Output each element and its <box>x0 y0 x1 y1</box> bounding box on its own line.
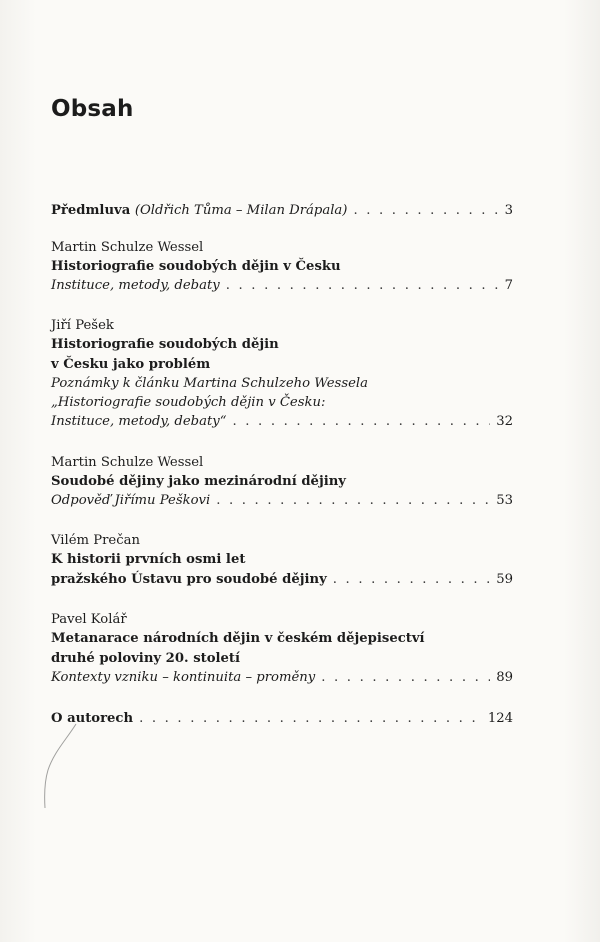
entry-editors: (Oldřich Tůma – Milan Drápala) <box>134 203 348 218</box>
page-number: 32 <box>496 414 513 429</box>
page-number: 3 <box>504 203 513 218</box>
entry-subtitle: Instituce, metody, debaty <box>51 278 220 293</box>
entry-title-line-2[interactable]: druhé poloviny 20. století <box>51 651 241 666</box>
entry-subtitle-line-2: „Historiografie soudobých dějin v Česku: <box>51 395 326 410</box>
entry-author: Pavel Kolář <box>51 612 127 627</box>
entry-author: Martin Schulze Wessel <box>51 455 204 470</box>
toc-entry-title[interactable] <box>51 571 513 589</box>
entry-title: Předmluva <box>51 203 131 218</box>
entry-author: Jiří Pešek <box>51 318 114 333</box>
toc-entry-subtitle[interactable] <box>51 492 513 510</box>
page-number: 89 <box>496 670 513 685</box>
entry-title-line-2[interactable]: v Česku jako problém <box>51 357 211 372</box>
leader-dots <box>333 571 490 589</box>
entry-title-line-1[interactable]: Metanarace národních dějin v českém dějepisectví <box>51 631 425 646</box>
entry-title: O autorech <box>51 711 134 726</box>
toc-entry-subtitle[interactable] <box>51 413 513 431</box>
entry-title[interactable]: Soudobé dějiny jako mezinárodní dějiny <box>51 474 346 489</box>
page-number: 7 <box>504 278 513 293</box>
entry-subtitle-line-3: Instituce, metody, debaty“ <box>51 414 227 429</box>
toc-entry-authors[interactable] <box>51 710 513 728</box>
page-number: 53 <box>496 493 513 508</box>
page-number: 124 <box>487 711 513 726</box>
leader-dots <box>139 710 482 728</box>
leader-dots <box>232 413 490 431</box>
pencil-mark <box>36 722 86 812</box>
entry-subtitle: Kontexty vzniku – kontinuita – proměny <box>51 670 316 685</box>
entry-title-line-1[interactable]: Historiografie soudobých dějin <box>51 337 279 352</box>
toc-entry-foreword[interactable] <box>51 202 513 220</box>
leader-dots <box>216 492 490 510</box>
entry-title-line-2: pražského Ústavu pro soudobé dějiny <box>51 572 327 587</box>
page-number: 59 <box>496 572 513 587</box>
entry-title-line-1[interactable]: K historii prvních osmi let <box>51 552 246 567</box>
entry-subtitle-line-1: Poznámky k článku Martina Schulzeho Wessela <box>51 376 368 391</box>
toc-entry-subtitle[interactable] <box>51 669 513 687</box>
entry-subtitle: Odpověď Jiřímu Peškovi <box>51 493 211 508</box>
entry-author: Martin Schulze Wessel <box>51 240 204 255</box>
entry-author: Vilém Prečan <box>51 533 140 548</box>
leader-dots <box>226 277 499 295</box>
entry-title[interactable]: Historiografie soudobých dějin v Česku <box>51 259 341 274</box>
toc-entry-subtitle[interactable] <box>51 277 513 295</box>
leader-dots <box>321 669 490 687</box>
page-title: Obsah <box>51 96 134 122</box>
leader-dots <box>353 202 498 220</box>
